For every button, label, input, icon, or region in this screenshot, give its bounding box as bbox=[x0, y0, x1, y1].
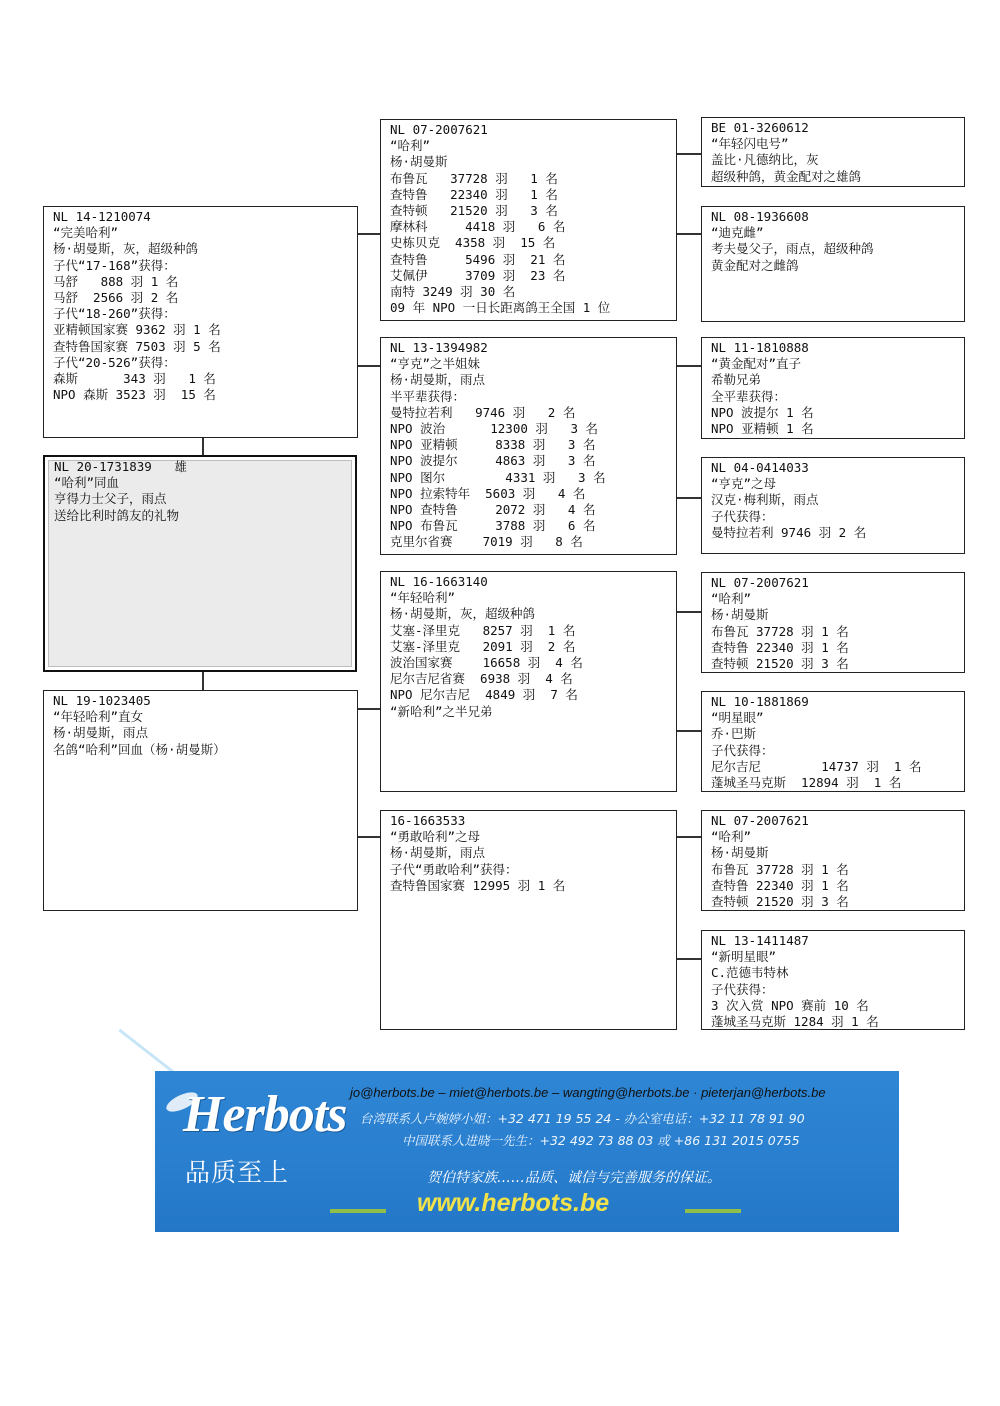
pedigree-line: 查特顿 21520 羽 3 名 bbox=[711, 656, 849, 672]
connector-g4 bbox=[676, 497, 701, 499]
ring-number: NL 14-1210074 bbox=[53, 209, 151, 224]
ring-number: NL 13-1411487 bbox=[711, 933, 809, 948]
pedigree-line: “新哈利”之半兄弟 bbox=[390, 703, 493, 719]
pedigree-line: “勇敢哈利”之母 bbox=[390, 829, 481, 845]
pedigree-line: 子代“18-260”获得： bbox=[53, 306, 176, 322]
pedigree-line: 蓬城圣马克斯 1284 羽 1 名 bbox=[711, 1014, 879, 1030]
pedigree-line: 黄金配对之雌鸽 bbox=[711, 257, 799, 273]
pedigree-line: NPO 亚精顿 1 名 bbox=[711, 421, 814, 437]
pedigree-line: 杨·胡曼斯，雨点 bbox=[390, 372, 486, 388]
pedigree-line: 查特鲁 5496 羽 21 名 bbox=[390, 251, 566, 267]
pedigree-line: 希勒兄弟 bbox=[711, 372, 762, 388]
pedigree-line: 考夫曼父子，雨点，超级种鸽 bbox=[711, 241, 874, 257]
pedigree-line: “哈利”同血 bbox=[54, 475, 120, 491]
ring-number: NL 07-2007621 bbox=[390, 122, 488, 137]
accent-bar-left bbox=[330, 1209, 386, 1213]
pedigree-line: NPO 拉索特年 5603 羽 4 名 bbox=[390, 485, 586, 501]
pedigree-line: 布鲁瓦 37728 羽 1 名 bbox=[390, 170, 558, 186]
connector-g7 bbox=[676, 836, 701, 838]
connector-g8 bbox=[676, 958, 701, 960]
pedigree-line: 查特鲁 22340 羽 1 名 bbox=[390, 186, 558, 202]
pedigree-line: 查特鲁 22340 羽 1 名 bbox=[711, 639, 849, 655]
pedigree-line: 曼特拉若利 9746 羽 2 名 bbox=[390, 404, 576, 420]
pedigree-line: 亚精顿国家赛 9362 羽 1 名 bbox=[53, 322, 221, 338]
grandparent-card-1 bbox=[701, 117, 965, 187]
pedigree-line: 艾塞-泽里克 8257 羽 1 名 bbox=[390, 622, 576, 638]
grandparent-card-5 bbox=[701, 572, 965, 673]
ring-number: NL 20-1731839 雄 bbox=[54, 459, 187, 474]
connector-dam-dam bbox=[357, 836, 380, 838]
dam-card bbox=[43, 690, 358, 911]
pedigree-line: NPO 森斯 3523 羽 15 名 bbox=[53, 387, 216, 403]
pedigree-line: “年轻闪电号” bbox=[711, 136, 789, 152]
grandparent-card-8 bbox=[701, 930, 965, 1030]
connector-dam-sire bbox=[357, 708, 380, 710]
connector-g3 bbox=[676, 365, 701, 367]
herbots-banner bbox=[155, 1071, 899, 1232]
pedigree-line: C.范德韦特林 bbox=[711, 965, 789, 981]
ring-number: NL 13-1394982 bbox=[390, 340, 488, 355]
pedigree-line: 南特 3249 羽 30 名 bbox=[390, 284, 516, 300]
pedigree-line: NPO 查特鲁 2072 羽 4 名 bbox=[390, 502, 596, 518]
pedigree-line: 杨·胡曼斯 bbox=[390, 154, 448, 170]
pedigree-line: NPO 波治 12300 羽 3 名 bbox=[390, 421, 599, 437]
pedigree-line: 子代获得： bbox=[711, 742, 774, 758]
connector-g6 bbox=[676, 730, 701, 732]
pedigree-line: 布鲁瓦 37728 羽 1 名 bbox=[711, 623, 849, 639]
pedigree-line: NPO 布鲁瓦 3788 羽 6 名 bbox=[390, 518, 596, 534]
pedigree-line: “年轻哈利”直女 bbox=[53, 709, 144, 725]
pedigree-line: 亨得力士父子，雨点 bbox=[54, 491, 167, 507]
connector-sire-subject bbox=[202, 438, 204, 455]
pedigree-line: “亨克”之半姐妹 bbox=[390, 356, 481, 372]
pedigree-line: “哈利” bbox=[711, 829, 752, 845]
pedigree-line: 艾塞-泽里克 2091 羽 2 名 bbox=[390, 638, 576, 654]
brand-motto: 贺伯特家族……品质、诚信与完善服务的保证。 bbox=[427, 1170, 721, 1186]
pedigree-line: “年轻哈利” bbox=[390, 590, 456, 606]
pedigree-line: “迪克雌” bbox=[711, 225, 764, 241]
pedigree-line: 杨·胡曼斯 bbox=[711, 607, 769, 623]
pedigree-line: 子代“20-526”获得： bbox=[53, 354, 176, 370]
pedigree-line: 杨·胡曼斯，雨点 bbox=[53, 725, 149, 741]
brand-logo: Herbots bbox=[183, 1086, 347, 1143]
pedigree-line: 名鸽“哈利”回血（杨·胡曼斯） bbox=[53, 741, 226, 757]
pedigree-line: 子代获得： bbox=[711, 508, 774, 524]
pedigree-line: 马舒 888 羽 1 名 bbox=[53, 273, 179, 289]
contact-china: 中国联系人进晓一先生：+32 492 73 88 03 或 +86 131 2015 0755 bbox=[402, 1133, 800, 1148]
dam-sire-card bbox=[380, 571, 677, 792]
pedigree-line: 史栋贝克 4358 羽 15 名 bbox=[390, 235, 556, 251]
pedigree-line: 蓬城圣马克斯 12894 羽 1 名 bbox=[711, 775, 902, 791]
accent-bar-right bbox=[685, 1209, 741, 1213]
pedigree-line: 查特鲁 22340 羽 1 名 bbox=[711, 877, 849, 893]
pedigree-line: 查特鲁国家赛 7503 羽 5 名 bbox=[53, 338, 221, 354]
pedigree-line: 半平辈获得： bbox=[390, 388, 466, 404]
pedigree-line: “哈利” bbox=[390, 138, 431, 154]
pedigree-line: 曼特拉若利 9746 羽 2 名 bbox=[711, 524, 867, 540]
pedigree-line: NPO 亚精顿 8338 羽 3 名 bbox=[390, 437, 596, 453]
pedigree-line: “黄金配对”直子 bbox=[711, 356, 802, 372]
pedigree-line: 查特顿 21520 羽 3 名 bbox=[711, 894, 849, 910]
grandparent-card-6 bbox=[701, 691, 965, 792]
connector-g5 bbox=[676, 611, 701, 613]
pedigree-line: 乔·巴斯 bbox=[711, 726, 757, 742]
grandparent-card-4 bbox=[701, 457, 965, 554]
connector-g2 bbox=[676, 233, 701, 235]
pedigree-line: 布鲁瓦 37728 羽 1 名 bbox=[711, 861, 849, 877]
pedigree-line: 克里尔省赛 7019 羽 8 名 bbox=[390, 534, 583, 550]
pedigree-line: “明星眼” bbox=[711, 710, 764, 726]
pedigree-line: 尼尔吉尼省赛 6938 羽 4 名 bbox=[390, 671, 573, 687]
brand-slogan: 品质至上 bbox=[185, 1158, 290, 1187]
connector-g1 bbox=[676, 153, 701, 155]
contact-emails[interactable]: jo@herbots.be – miet@herbots.be – wangting@herbots.be · pieterjan@herbots.be bbox=[350, 1085, 826, 1100]
pedigree-line: NPO 尼尔吉尼 4849 羽 7 名 bbox=[390, 687, 578, 703]
grandparent-card-7 bbox=[701, 810, 965, 911]
ring-number: NL 19-1023405 bbox=[53, 693, 151, 708]
pedigree-line: 超级种鸽，黄金配对之雄鸽 bbox=[711, 168, 862, 184]
sire-card bbox=[43, 206, 358, 438]
pedigree-line: 波治国家赛 16658 羽 4 名 bbox=[390, 655, 583, 671]
decorative-streak bbox=[118, 1029, 175, 1074]
pedigree-line: 汉克·梅利斯，雨点 bbox=[711, 492, 819, 508]
pedigree-line: 子代“17-168”获得： bbox=[53, 257, 176, 273]
pedigree-line: 摩林科 4418 羽 6 名 bbox=[390, 219, 566, 235]
sire-sire-card bbox=[380, 119, 677, 321]
connector-sire-dam bbox=[357, 365, 380, 367]
pedigree-line: NPO 图尔 4331 羽 3 名 bbox=[390, 469, 606, 485]
pedigree-line: 09 年 NPO 一日长距离鸽王全国 1 位 bbox=[390, 300, 611, 316]
pedigree-line: 查特鲁国家赛 12995 羽 1 名 bbox=[390, 877, 566, 893]
pedigree-line: 查特顿 21520 羽 3 名 bbox=[390, 203, 558, 219]
ring-number: NL 08-1936608 bbox=[711, 209, 809, 224]
pedigree-line: 盖比·凡德纳比，灰 bbox=[711, 152, 819, 168]
pedigree-line: 杨·胡曼斯 bbox=[711, 845, 769, 861]
pedigree-line: 送给比利时鸽友的礼物 bbox=[54, 507, 180, 523]
pedigree-line: 全平辈获得： bbox=[711, 388, 787, 404]
pedigree-line: 子代获得： bbox=[711, 981, 774, 997]
sire-dam-card bbox=[380, 337, 677, 555]
grandparent-card-2 bbox=[701, 206, 965, 322]
ring-number: 16-1663533 bbox=[390, 813, 466, 828]
contact-taiwan: 台湾联系人卢婉婷小姐：+32 471 19 55 24 - 办公室电话：+32 11 78 91 90 bbox=[360, 1111, 805, 1126]
pedigree-line: 尼尔吉尼 14737 羽 1 名 bbox=[711, 758, 922, 774]
pedigree-line: “亨克”之母 bbox=[711, 476, 777, 492]
website-link[interactable]: www.herbots.be bbox=[417, 1189, 610, 1217]
pedigree-line: 3 次入赏 NPO 赛前 10 名 bbox=[711, 997, 869, 1013]
grandparent-card-3 bbox=[701, 337, 965, 439]
ring-number: NL 11-1810888 bbox=[711, 340, 809, 355]
subject-card bbox=[43, 455, 357, 672]
pedigree-line: 杨·胡曼斯，雨点 bbox=[390, 845, 486, 861]
pedigree-line: NPO 波提尔 1 名 bbox=[711, 404, 814, 420]
dam-dam-card bbox=[380, 810, 677, 1030]
ring-number: NL 07-2007621 bbox=[711, 575, 809, 590]
pedigree-line: “哈利” bbox=[711, 591, 752, 607]
ring-number: NL 10-1881869 bbox=[711, 694, 809, 709]
connector-sire-sire bbox=[357, 233, 380, 235]
pedigree-line: “完美哈利” bbox=[53, 225, 119, 241]
ring-number: NL 16-1663140 bbox=[390, 574, 488, 589]
pedigree-line: NPO 波提尔 4863 羽 3 名 bbox=[390, 453, 596, 469]
pedigree-line: 子代“勇敢哈利”获得： bbox=[390, 861, 518, 877]
ring-number: BE 01-3260612 bbox=[711, 120, 809, 135]
pedigree-line: “新明星眼” bbox=[711, 949, 777, 965]
ring-number: NL 04-0414033 bbox=[711, 460, 809, 475]
pedigree-line: 杨·胡曼斯，灰，超级种鸽 bbox=[53, 241, 199, 257]
ring-number: NL 07-2007621 bbox=[711, 813, 809, 828]
pedigree-line: 马舒 2566 羽 2 名 bbox=[53, 290, 179, 306]
connector-subject-dam bbox=[202, 672, 204, 690]
pedigree-line: 杨·胡曼斯，灰，超级种鸽 bbox=[390, 606, 536, 622]
pedigree-line: 森斯 343 羽 1 名 bbox=[53, 371, 216, 387]
pedigree-line: 艾佩伊 3709 羽 23 名 bbox=[390, 267, 566, 283]
